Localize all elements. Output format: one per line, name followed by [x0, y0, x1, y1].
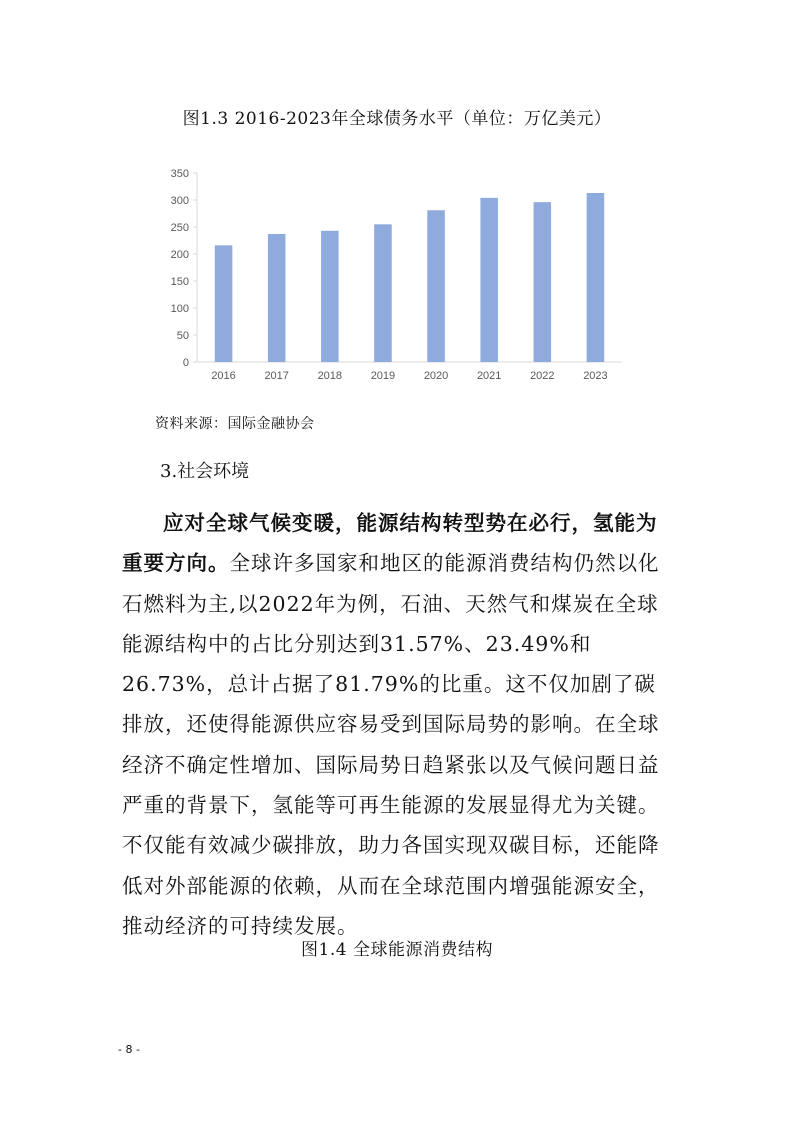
chart-axes: [193, 173, 622, 362]
y-tick-label: 250: [170, 222, 189, 234]
bar-2018: [321, 231, 339, 362]
bar-2019: [374, 224, 392, 362]
y-tick-label: 200: [170, 249, 189, 261]
body-paragraph: [122, 503, 676, 946]
x-tick-label: 2019: [370, 370, 396, 382]
y-tick-label: 100: [170, 303, 189, 315]
source-note: 资料来源：国际金融协会: [155, 416, 315, 432]
x-tick-label: 2017: [264, 370, 289, 382]
bar-2022: [534, 202, 552, 362]
page-number: - 8 -: [118, 1043, 140, 1056]
x-tick-label: 2023: [583, 370, 608, 382]
y-tick-label: 300: [170, 195, 189, 207]
paragraph-body: 全球许多国家和地区的能源消费结构仍然以化石燃料为主,以2022年为例，石油、天然气和煤炭在全球能源结构中的占比分别达到31.57%、23.49%和26.73%，总计占据了81.79%的比重。这不仅加剧了碳排放，还使得能源供应容易受到国际局势的影响。在全球经济不确定性增加、国际局势日趋紧张以及气候问题日益严重的背景下，氢能等可再生能源的发展显得尤为关键。不仅能有效减少碳排放，助力各国实现双碳目标，还能降低对外部能源的依赖，从而在全球范围内增强能源安全，推动经济的可持续发展。: [122, 551, 660, 938]
bar-2020: [427, 210, 445, 362]
x-tick-label: 2021: [476, 370, 502, 382]
bar-chart: [150, 160, 630, 390]
bar-2021: [480, 198, 498, 362]
bar-2016: [215, 245, 233, 362]
bar-2017: [268, 234, 286, 362]
y-tick-label: 150: [170, 276, 189, 288]
x-tick-label: 2022: [530, 370, 555, 382]
figure-title-2: 图1.4 全球能源消费结构: [301, 940, 493, 960]
x-tick-label: 2020: [423, 370, 449, 382]
y-tick-label: 350: [170, 168, 189, 180]
y-tick-label: 50: [176, 330, 189, 342]
section-heading: 3.社会环境: [160, 461, 250, 482]
x-tick-label: 2018: [317, 370, 343, 382]
chart-bars: [215, 193, 604, 362]
x-tick-label: 2016: [211, 370, 236, 382]
bar-2023: [587, 193, 605, 362]
y-tick-label: 0: [182, 357, 189, 369]
figure-title: 图1.3 2016-2023年全球债务水平（单位：万亿美元）: [182, 109, 612, 129]
paragraph-lead: 应对全球气候变暖，能源结构转型势在必行，氢能为重要方向。: [122, 511, 658, 576]
